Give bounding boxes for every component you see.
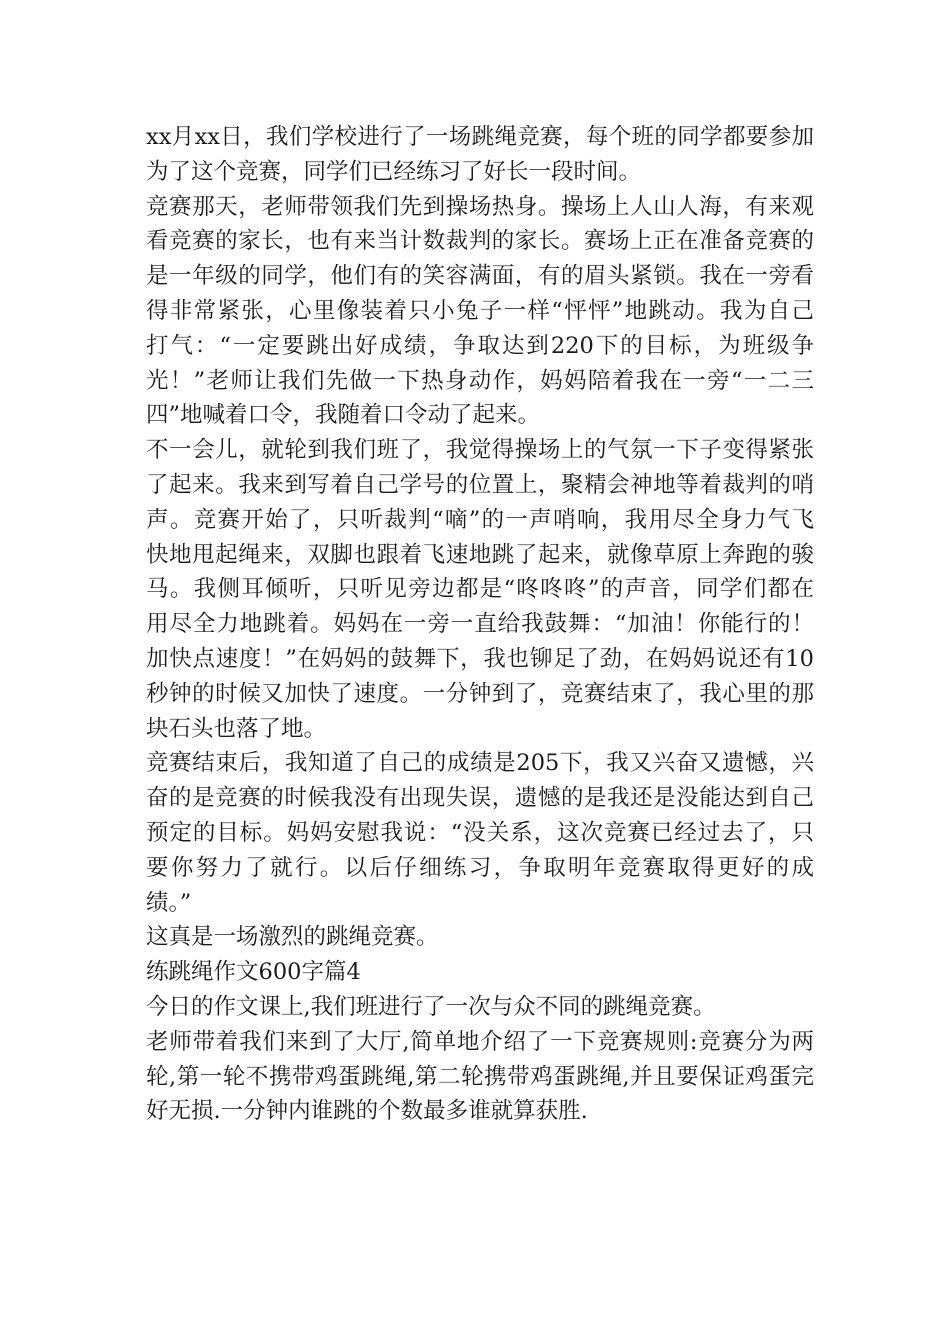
- text-line: 练跳绳作文600字篇4: [146, 959, 361, 986]
- text-line: 快地甩起绳来，双脚也跟着飞速地跳了起来，就像草原上奔跑的骏: [146, 541, 814, 568]
- text-line: 今日的作文课上,我们班进行了一次与众不同的跳绳竞赛。: [146, 993, 716, 1020]
- text-line: xx月xx日，我们学校进行了一场跳绳竞赛，每个班的同学都要参加: [146, 124, 814, 150]
- text-line: 秒钟的时候又加快了速度。一分钟到了，竞赛结束了，我心里的那: [146, 680, 814, 707]
- body-text: [146, 120, 814, 1129]
- text-line: 打气：“一定要跳出好成绩，争取达到220下的目标，为班级争: [146, 332, 814, 359]
- paragraph: [146, 120, 814, 190]
- text-line: 了起来。我来到写着自己学号的位置上，聚精会神地等着裁判的哨: [146, 471, 814, 498]
- text-line: 绩。”: [146, 889, 192, 916]
- text-line: 看竞赛的家长，也有来当计数裁判的家长。赛场上正在准备竞赛的: [146, 228, 814, 255]
- text-line: 竞赛结束后，我知道了自己的成绩是205下，我又兴奋又遗憾，兴: [146, 750, 814, 777]
- paragraph: [146, 746, 814, 920]
- text-line: 竞赛那天，老师带领我们先到操场热身。操场上人山人海，有来观: [146, 193, 814, 220]
- text-line: 老师带着我们来到了大厅,简单地介绍了一下竞赛规则:竞赛分为两: [146, 1028, 814, 1055]
- section-heading: [146, 955, 814, 990]
- text-line: 这真是一场激烈的跳绳竞赛。: [146, 924, 439, 951]
- paragraph: [146, 190, 814, 434]
- paragraph: [146, 1025, 814, 1129]
- text-line: 为了这个竞赛，同学们已经练习了好长一段时间。: [146, 158, 642, 185]
- text-line: 是一年级的同学，他们有的笑容满面，有的眉头紧锁。我在一旁看: [146, 263, 814, 290]
- text-line: 块石头也落了地。: [146, 715, 327, 742]
- text-line: 声。竞赛开始了，只听裁判“嘀”的一声哨响，我用尽全身力气飞: [146, 506, 814, 533]
- paragraph: [146, 990, 814, 1025]
- paragraph: [146, 433, 814, 746]
- text-line: 用尽全力地跳着。妈妈在一旁一直给我鼓舞：“加油！你能行的！: [146, 611, 814, 638]
- text-line: 光！”老师让我们先做一下热身动作，妈妈陪着我在一旁“一二三: [146, 367, 814, 394]
- text-line: 轮,第一轮不携带鸡蛋跳绳,第二轮携带鸡蛋跳绳,并且要保证鸡蛋完: [146, 1063, 814, 1090]
- text-line: 要你努力了就行。以后仔细练习，争取明年竞赛取得更好的成: [146, 854, 814, 881]
- text-line: 得非常紧张，心里像装着只小兔子一样“怦怦”地跳动。我为自己: [146, 297, 814, 324]
- text-line: 马。我侧耳倾听，只听见旁边都是“咚咚咚”的声音，同学们都在: [146, 576, 814, 603]
- text-line: 好无损.一分钟内谁跳的个数最多谁就算获胜.: [146, 1098, 588, 1125]
- text-line: 加快点速度！”在妈妈的鼓舞下，我也铆足了劲，在妈妈说还有10: [146, 645, 814, 672]
- text-line: 四”地喊着口令，我随着口令动了起来。: [146, 402, 541, 429]
- text-line: 奋的是竞赛的时候我没有出现失误，遗憾的是我还是没能达到自己: [146, 785, 814, 812]
- text-line: 不一会儿，就轮到我们班了，我觉得操场上的气氛一下子变得紧张: [146, 437, 814, 464]
- paragraph: [146, 920, 814, 955]
- text-line: 预定的目标。妈妈安慰我说：“没关系，这次竞赛已经过去了，只: [146, 819, 814, 846]
